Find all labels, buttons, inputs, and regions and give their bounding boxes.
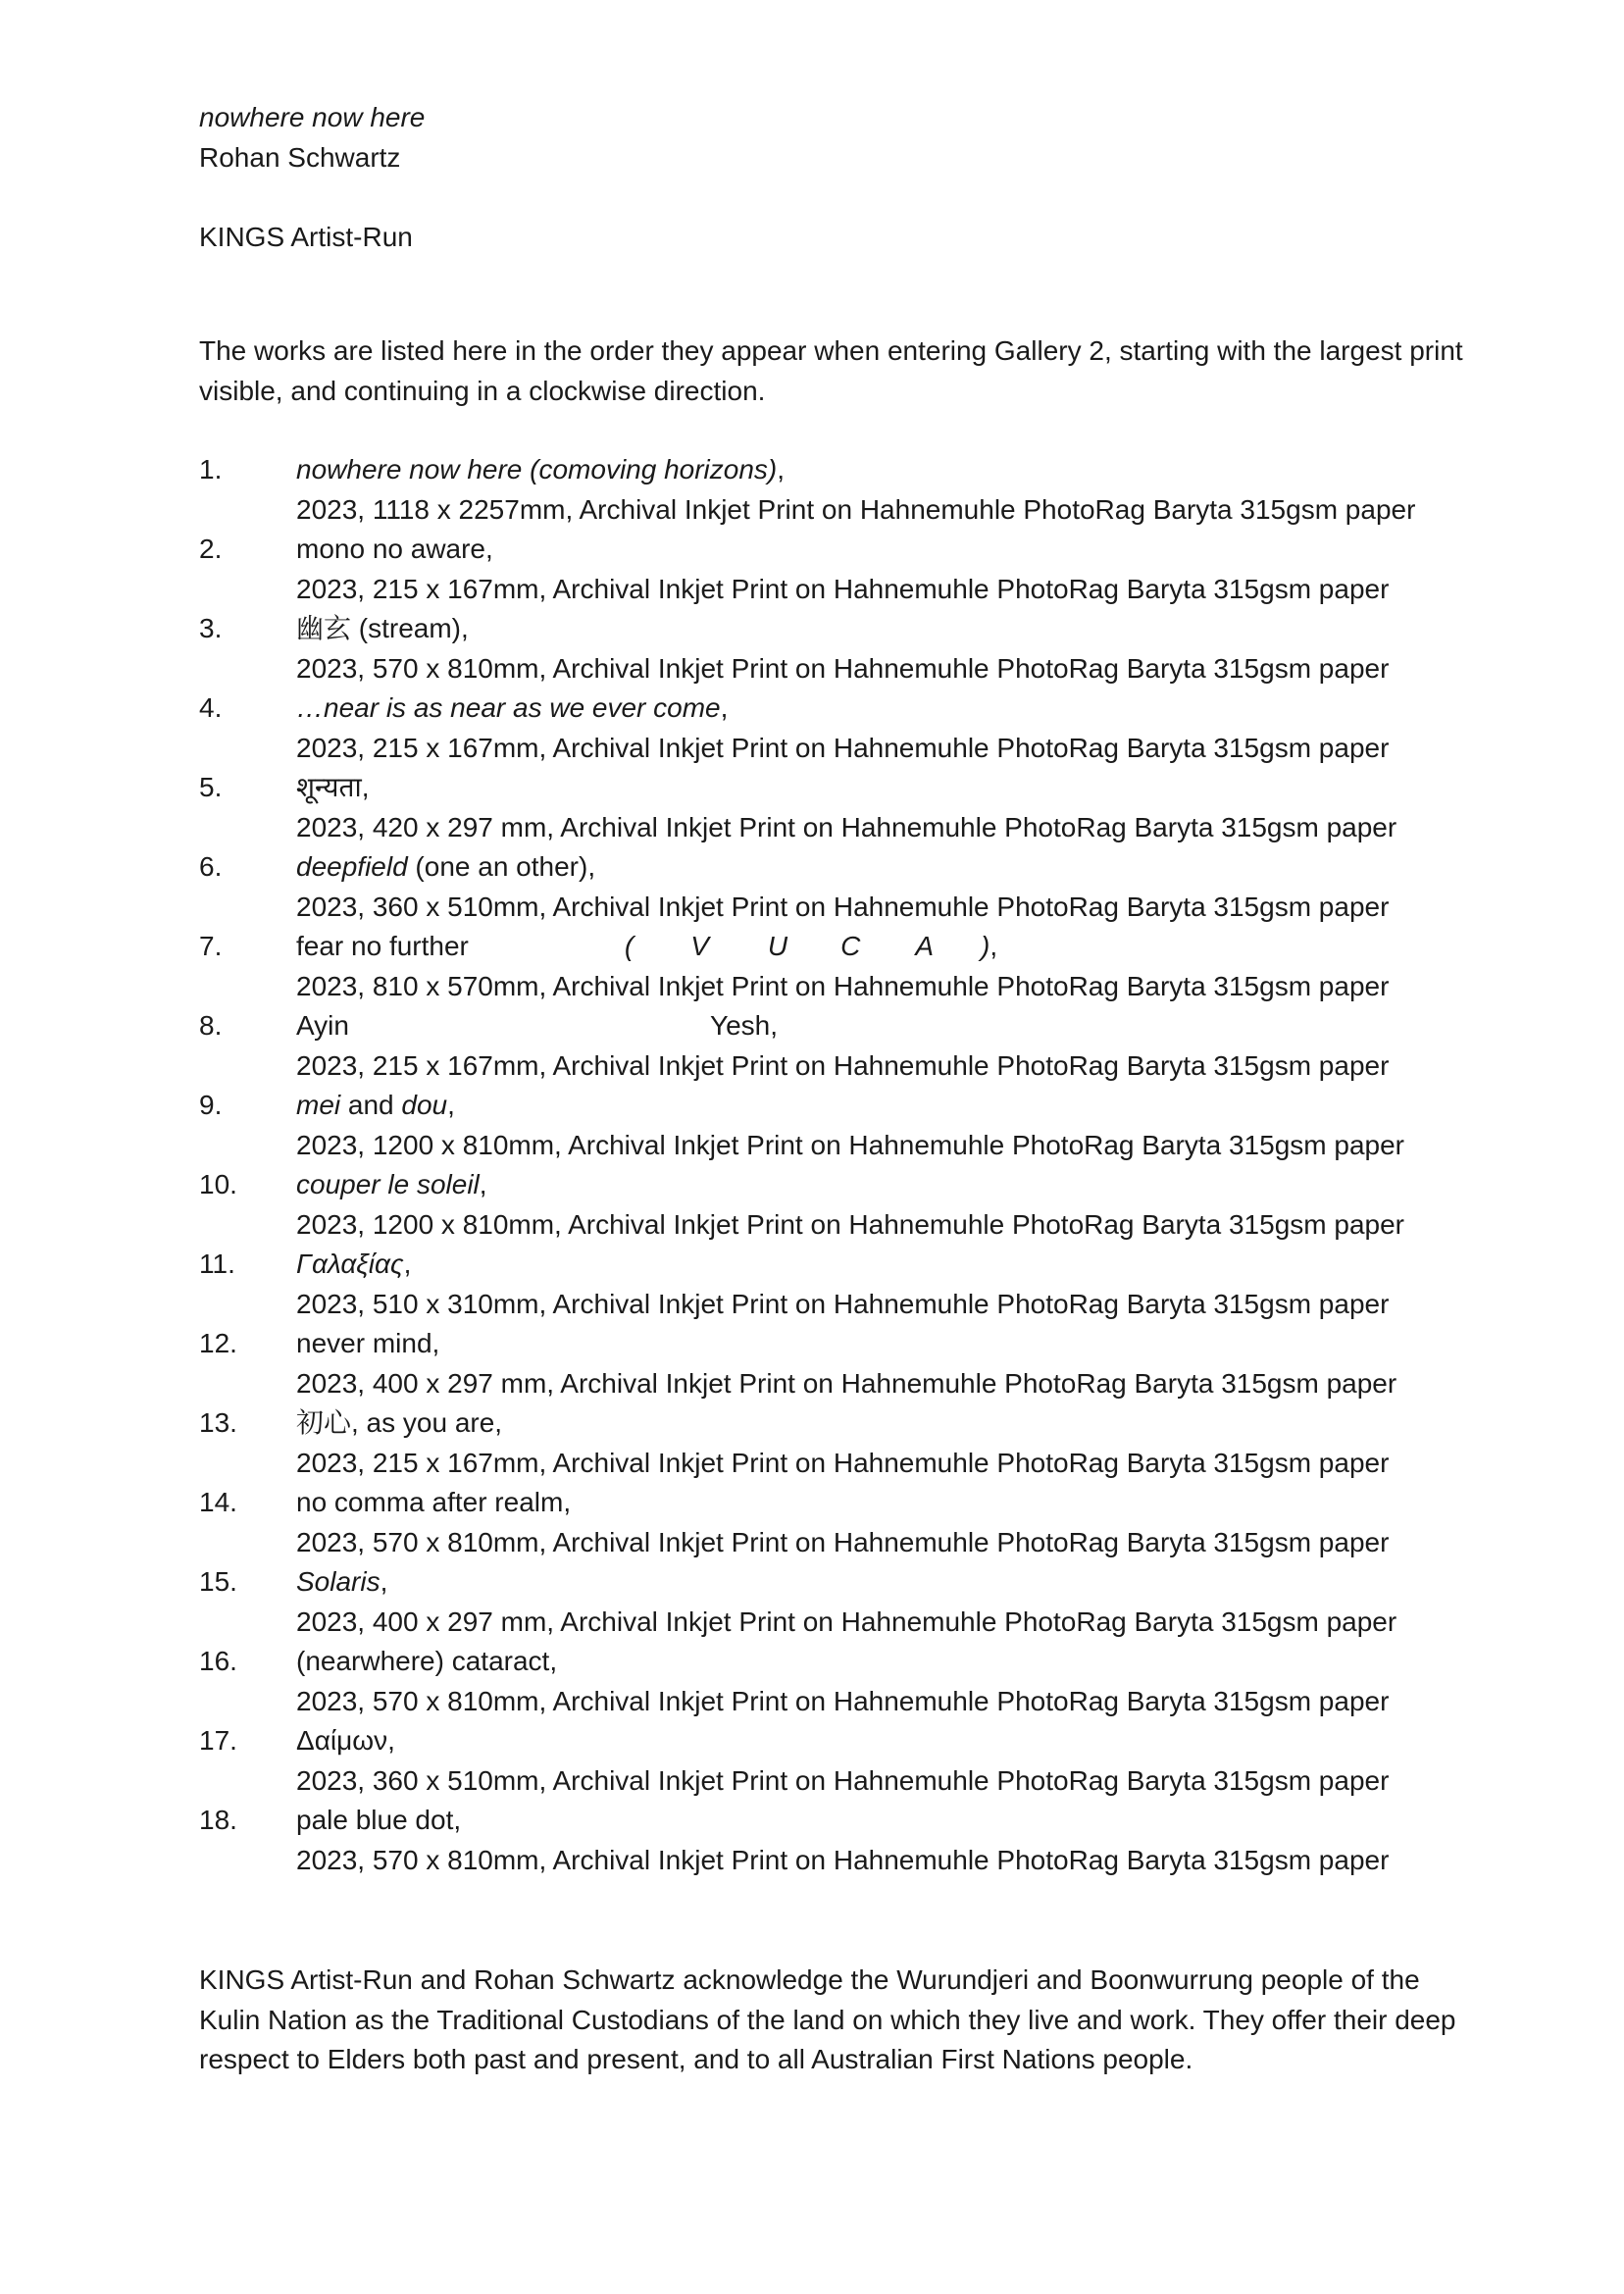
- work-title: deepfield (one an other),: [296, 851, 596, 882]
- work-details: 2023, 215 x 167mm, Archival Inkjet Print on Hahnemuhle PhotoRag Baryta 315gsm paper: [296, 732, 1390, 763]
- work-item: [199, 768, 1474, 847]
- work-number: 11.: [199, 1249, 235, 1279]
- work-title: शून्यता,: [296, 772, 370, 802]
- work-details: 2023, 810 x 570mm, Archival Inkjet Print on Hahnemuhle PhotoRag Baryta 315gsm paper: [296, 970, 1390, 1001]
- work-details: 2023, 570 x 810mm, Archival Inkjet Print on Hahnemuhle PhotoRag Baryta 315gsm paper: [296, 1526, 1390, 1557]
- work-item: [199, 1086, 1474, 1165]
- work-number: 9.: [199, 1090, 223, 1120]
- work-title: …near is as near as we ever come,: [296, 692, 729, 723]
- work-title: Γαλαξίας,: [296, 1249, 412, 1279]
- work-number: 3.: [199, 613, 223, 643]
- work-details: 2023, 570 x 810mm, Archival Inkjet Print on Hahnemuhle PhotoRag Baryta 315gsm paper: [296, 652, 1390, 684]
- document-page: [199, 98, 1474, 2080]
- work-item: [199, 927, 1474, 1006]
- work-details: 2023, 510 x 310mm, Archival Inkjet Print on Hahnemuhle PhotoRag Baryta 315gsm paper: [296, 1288, 1390, 1319]
- work-title: Solaris,: [296, 1566, 388, 1597]
- work-title: never mind,: [296, 1328, 440, 1358]
- work-item: [199, 609, 1474, 688]
- work-details: 2023, 400 x 297 mm, Archival Inkjet Print on Hahnemuhle PhotoRag Baryta 315gsm paper: [296, 1367, 1397, 1399]
- work-item: [199, 1403, 1474, 1483]
- venue-name: KINGS Artist-Run: [199, 221, 413, 252]
- works-list: [199, 450, 1474, 1880]
- work-title: (nearwhere) cataract,: [296, 1646, 558, 1676]
- work-number: 18.: [199, 1805, 237, 1835]
- work-number: 4.: [199, 692, 223, 723]
- work-number: 15.: [199, 1566, 237, 1597]
- work-number: 6.: [199, 851, 223, 882]
- work-title: fear no further ( V U C A ),: [296, 931, 998, 961]
- work-details: 2023, 1200 x 810mm, Archival Inkjet Print on Hahnemuhle PhotoRag Baryta 315gsm paper: [296, 1129, 1404, 1160]
- work-number: 17.: [199, 1725, 237, 1756]
- exhibition-title: nowhere now here: [199, 102, 426, 132]
- work-item: [199, 1721, 1474, 1801]
- work-item: [199, 1324, 1474, 1403]
- work-item: [199, 1801, 1474, 1880]
- work-number: 13.: [199, 1407, 237, 1438]
- work-item: [199, 847, 1474, 927]
- work-item: [199, 1165, 1474, 1245]
- work-title: Δαίμων,: [296, 1725, 395, 1756]
- acknowledgement-paragraph: KINGS Artist-Run and Rohan Schwartz acknowledge the Wurundjeri and Boonwurrung people of the Kulin Nation as the Traditional Custodians of the land on which they live and work. They offer their deep respect to Elders both past and present, and to all Australian First Nations people.: [199, 1964, 1456, 2074]
- work-item: [199, 1642, 1474, 1721]
- work-title: no comma after realm,: [296, 1487, 572, 1517]
- work-number: 16.: [199, 1646, 237, 1676]
- work-title: 初心, as you are,: [296, 1407, 503, 1438]
- work-title: pale blue dot,: [296, 1805, 462, 1835]
- work-number: 14.: [199, 1487, 237, 1517]
- intro-paragraph: The works are listed here in the order they appear when entering Gallery 2, starting with the largest print visible, and continuing in a clockwise direction.: [199, 335, 1463, 406]
- work-title: 幽玄 (stream),: [296, 613, 469, 643]
- work-item: [199, 530, 1474, 609]
- work-item: [199, 1245, 1474, 1324]
- work-title: Ayin Yesh,: [296, 1010, 778, 1041]
- work-details: 2023, 215 x 167mm, Archival Inkjet Print on Hahnemuhle PhotoRag Baryta 315gsm paper: [296, 1049, 1390, 1081]
- work-title: mono no aware,: [296, 534, 493, 564]
- work-item: [199, 1483, 1474, 1562]
- work-number: 5.: [199, 772, 223, 802]
- work-title: nowhere now here (comoving horizons),: [296, 454, 786, 484]
- work-number: 8.: [199, 1010, 223, 1041]
- work-item: [199, 450, 1474, 530]
- document-header: [199, 98, 1474, 257]
- work-details: 2023, 215 x 167mm, Archival Inkjet Print on Hahnemuhle PhotoRag Baryta 315gsm paper: [296, 573, 1390, 604]
- work-item: [199, 1006, 1474, 1086]
- work-details: 2023, 400 x 297 mm, Archival Inkjet Print on Hahnemuhle PhotoRag Baryta 315gsm paper: [296, 1606, 1397, 1637]
- work-details: 2023, 215 x 167mm, Archival Inkjet Print on Hahnemuhle PhotoRag Baryta 315gsm paper: [296, 1447, 1390, 1478]
- work-number: 12.: [199, 1328, 237, 1358]
- work-number: 10.: [199, 1169, 237, 1199]
- work-details: 2023, 1200 x 810mm, Archival Inkjet Print on Hahnemuhle PhotoRag Baryta 315gsm paper: [296, 1208, 1404, 1240]
- work-details: 2023, 360 x 510mm, Archival Inkjet Print on Hahnemuhle PhotoRag Baryta 315gsm paper: [296, 891, 1390, 922]
- work-number: 2.: [199, 534, 223, 564]
- work-title: couper le soleil,: [296, 1169, 487, 1199]
- work-details: 2023, 570 x 810mm, Archival Inkjet Print on Hahnemuhle PhotoRag Baryta 315gsm paper: [296, 1685, 1390, 1716]
- work-details: 2023, 1118 x 2257mm, Archival Inkjet Print on Hahnemuhle PhotoRag Baryta 315gsm paper: [296, 493, 1416, 525]
- artist-name: Rohan Schwartz: [199, 141, 401, 173]
- work-title: mei and dou,: [296, 1090, 455, 1120]
- work-details: 2023, 570 x 810mm, Archival Inkjet Print on Hahnemuhle PhotoRag Baryta 315gsm paper: [296, 1844, 1390, 1875]
- work-details: 2023, 360 x 510mm, Archival Inkjet Print on Hahnemuhle PhotoRag Baryta 315gsm paper: [296, 1764, 1390, 1796]
- work-number: 7.: [199, 931, 223, 961]
- work-item: [199, 1562, 1474, 1642]
- work-number: 1.: [199, 454, 223, 484]
- work-item: [199, 688, 1474, 768]
- work-details: 2023, 420 x 297 mm, Archival Inkjet Print on Hahnemuhle PhotoRag Baryta 315gsm paper: [296, 811, 1397, 842]
